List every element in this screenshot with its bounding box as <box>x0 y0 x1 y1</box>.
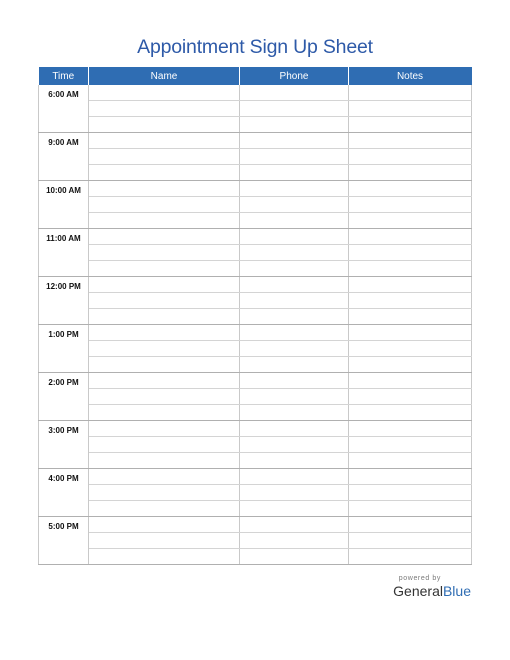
table-row <box>39 293 472 309</box>
name-cell[interactable] <box>89 197 240 213</box>
table-row <box>39 277 472 293</box>
phone-cell[interactable] <box>240 181 349 197</box>
phone-cell[interactable] <box>240 405 349 421</box>
phone-cell[interactable] <box>240 261 349 277</box>
table-row <box>39 341 472 357</box>
table-row <box>39 165 472 181</box>
phone-cell[interactable] <box>240 133 349 149</box>
name-cell[interactable] <box>89 117 240 133</box>
time-slot-label: 10:00 AM <box>39 181 89 229</box>
name-cell[interactable] <box>89 277 240 293</box>
notes-cell[interactable] <box>349 421 472 437</box>
time-slot-label: 9:00 AM <box>39 133 89 181</box>
notes-cell[interactable] <box>349 85 472 101</box>
phone-cell[interactable] <box>240 469 349 485</box>
name-cell[interactable] <box>89 85 240 101</box>
notes-cell[interactable] <box>349 277 472 293</box>
name-cell[interactable] <box>89 421 240 437</box>
table-row <box>39 549 472 565</box>
name-cell[interactable] <box>89 245 240 261</box>
phone-cell[interactable] <box>240 149 349 165</box>
notes-cell[interactable] <box>349 117 472 133</box>
table-row <box>39 261 472 277</box>
name-cell[interactable] <box>89 149 240 165</box>
brand-general: General <box>393 583 443 599</box>
header-name: Name <box>89 67 240 85</box>
name-cell[interactable] <box>89 485 240 501</box>
name-cell[interactable] <box>89 181 240 197</box>
time-slot-label: 2:00 PM <box>39 373 89 421</box>
notes-cell[interactable] <box>349 389 472 405</box>
phone-cell[interactable] <box>240 549 349 565</box>
time-slot-label: 5:00 PM <box>39 517 89 565</box>
notes-cell[interactable] <box>349 549 472 565</box>
table-row <box>39 133 472 149</box>
phone-cell[interactable] <box>240 517 349 533</box>
time-slot-label: 3:00 PM <box>39 421 89 469</box>
notes-cell[interactable] <box>349 181 472 197</box>
name-cell[interactable] <box>89 549 240 565</box>
phone-cell[interactable] <box>240 309 349 325</box>
phone-cell[interactable] <box>240 85 349 101</box>
notes-cell[interactable] <box>349 373 472 389</box>
table-header-row <box>39 67 472 85</box>
notes-cell[interactable] <box>349 293 472 309</box>
header-phone: Phone <box>240 67 349 85</box>
table-row <box>39 469 472 485</box>
time-slot-label: 6:00 AM <box>39 85 89 133</box>
table-row <box>39 485 472 501</box>
notes-cell[interactable] <box>349 261 472 277</box>
table-row <box>39 517 472 533</box>
table-row <box>39 373 472 389</box>
phone-cell[interactable] <box>240 501 349 517</box>
phone-cell[interactable] <box>240 533 349 549</box>
name-cell[interactable] <box>89 261 240 277</box>
name-cell[interactable] <box>89 389 240 405</box>
header-time: Time <box>39 67 89 85</box>
phone-cell[interactable] <box>240 341 349 357</box>
notes-cell[interactable] <box>349 309 472 325</box>
time-slot-label: 4:00 PM <box>39 469 89 517</box>
time-slot-label: 1:00 PM <box>39 325 89 373</box>
table-row <box>39 149 472 165</box>
notes-cell[interactable] <box>349 357 472 373</box>
notes-cell[interactable] <box>349 197 472 213</box>
name-cell[interactable] <box>89 533 240 549</box>
name-cell[interactable] <box>89 405 240 421</box>
table-row <box>39 85 472 101</box>
notes-cell[interactable] <box>349 149 472 165</box>
notes-cell[interactable] <box>349 341 472 357</box>
notes-cell[interactable] <box>349 229 472 245</box>
name-cell[interactable] <box>89 309 240 325</box>
name-cell[interactable] <box>89 165 240 181</box>
notes-cell[interactable] <box>349 101 472 117</box>
phone-cell[interactable] <box>240 325 349 341</box>
brand-blue: Blue <box>442 583 471 599</box>
table-row <box>39 309 472 325</box>
phone-cell[interactable] <box>240 373 349 389</box>
notes-cell[interactable] <box>349 245 472 261</box>
name-cell[interactable] <box>89 341 240 357</box>
table-row <box>39 229 472 245</box>
notes-cell[interactable] <box>349 533 472 549</box>
time-slot-label: 11:00 AM <box>39 229 89 277</box>
name-cell[interactable] <box>89 293 240 309</box>
table-row <box>39 533 472 549</box>
name-cell[interactable] <box>89 101 240 117</box>
name-cell[interactable] <box>89 229 240 245</box>
table-row <box>39 357 472 373</box>
phone-cell[interactable] <box>240 293 349 309</box>
powered-by-text: powered by <box>398 575 441 582</box>
page-title: Appointment Sign Up Sheet <box>137 36 373 58</box>
table-row <box>39 421 472 437</box>
notes-cell[interactable] <box>349 165 472 181</box>
table-row <box>39 181 472 197</box>
name-cell[interactable] <box>89 453 240 469</box>
name-cell[interactable] <box>89 501 240 517</box>
notes-cell[interactable] <box>349 405 472 421</box>
table-row <box>39 117 472 133</box>
phone-cell[interactable] <box>240 197 349 213</box>
notes-cell[interactable] <box>349 213 472 229</box>
table-row <box>39 213 472 229</box>
phone-cell[interactable] <box>240 245 349 261</box>
phone-cell[interactable] <box>240 117 349 133</box>
table-body <box>39 85 472 565</box>
appointment-table <box>38 67 472 565</box>
notes-cell[interactable] <box>349 133 472 149</box>
table-row <box>39 245 472 261</box>
phone-cell[interactable] <box>240 277 349 293</box>
table-row <box>39 389 472 405</box>
table-row <box>39 197 472 213</box>
phone-cell[interactable] <box>240 357 349 373</box>
notes-cell[interactable] <box>349 437 472 453</box>
notes-cell[interactable] <box>349 501 472 517</box>
notes-cell[interactable] <box>349 469 472 485</box>
phone-cell[interactable] <box>240 485 349 501</box>
name-cell[interactable] <box>89 357 240 373</box>
phone-cell[interactable] <box>240 421 349 437</box>
header-notes: Notes <box>349 67 472 85</box>
name-cell[interactable] <box>89 517 240 533</box>
notes-cell[interactable] <box>349 485 472 501</box>
notes-cell[interactable] <box>349 325 472 341</box>
phone-cell[interactable] <box>240 213 349 229</box>
brand-name <box>371 583 471 599</box>
notes-cell[interactable] <box>349 453 472 469</box>
table-row <box>39 501 472 517</box>
table-row <box>39 101 472 117</box>
phone-cell[interactable] <box>240 437 349 453</box>
notes-cell[interactable] <box>349 517 472 533</box>
phone-cell[interactable] <box>240 101 349 117</box>
table-row <box>39 437 472 453</box>
table-row <box>39 453 472 469</box>
time-slot-label: 12:00 PM <box>39 277 89 325</box>
phone-cell[interactable] <box>240 389 349 405</box>
name-cell[interactable] <box>89 325 240 341</box>
name-cell[interactable] <box>89 437 240 453</box>
table-row <box>39 405 472 421</box>
phone-cell[interactable] <box>240 453 349 469</box>
table-row <box>39 325 472 341</box>
phone-cell[interactable] <box>240 165 349 181</box>
brand-logo <box>371 575 471 599</box>
name-cell[interactable] <box>89 213 240 229</box>
name-cell[interactable] <box>89 133 240 149</box>
name-cell[interactable] <box>89 373 240 389</box>
name-cell[interactable] <box>89 469 240 485</box>
phone-cell[interactable] <box>240 229 349 245</box>
